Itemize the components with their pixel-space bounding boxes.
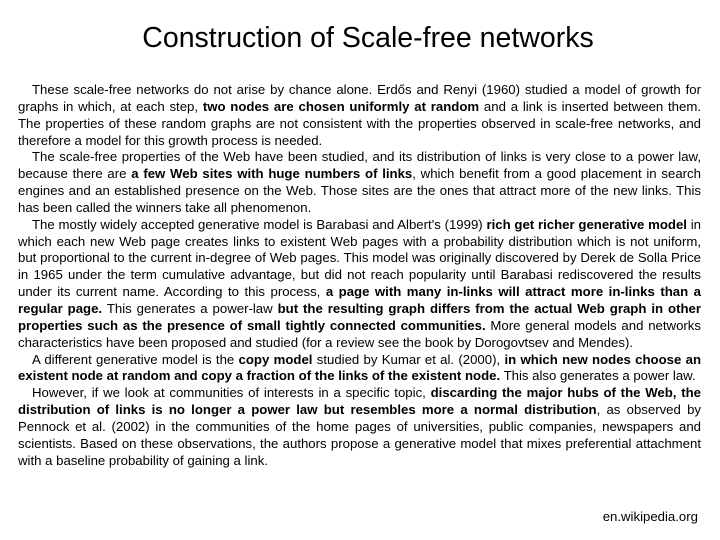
text-run: and a link is inserted between them. The properties of these random graphs are not consistent with the properties observed in scale-free networks, and therefore a model for this growth process is needed. xyxy=(18,98,701,148)
text-run: However, if we look at communities of interests in a specific topic, xyxy=(32,385,431,401)
slide-body xyxy=(18,82,701,469)
bold-text-run: copy model xyxy=(238,351,313,367)
text-run: This also generates a power law. xyxy=(500,368,696,384)
text-run: A different generative model is the xyxy=(32,351,239,367)
slide-title: Construction of Scale-free networks xyxy=(142,22,594,54)
paragraph xyxy=(18,385,701,469)
paragraph xyxy=(18,352,701,386)
text-run: These scale-free networks do not arise by chance alone. Erdős and Renyi (1960) studied a model of growth for graphs in which, at each step, xyxy=(18,82,701,114)
paragraph xyxy=(18,217,701,352)
bold-text-run: a page with many in-links will attract more in-links than a regular page. xyxy=(18,284,701,316)
paragraph xyxy=(18,149,701,216)
text-run: studied by Kumar et al. (2000), xyxy=(312,351,505,367)
bold-text-run: two nodes are chosen uniformly at random xyxy=(202,98,480,114)
text-run: The mostly widely accepted generative model is Barabasi and Albert's (1999) xyxy=(32,216,487,232)
source-credit: en.wikipedia.org xyxy=(602,509,698,524)
bold-text-run: a few Web sites with huge numbers of links xyxy=(131,166,413,182)
bold-text-run: rich get richer generative model xyxy=(486,216,687,232)
bold-text-run: in which new nodes choose an existent node at random and copy a fraction of the links of the existent node. xyxy=(18,351,702,384)
text-run: More general models and networks characteristics have been proposed and studied (for a review see the book by Dorogovtsev and Mendes). xyxy=(18,317,701,350)
bold-text-run: discarding the major hubs of the Web, the distribution of links is no longer a power law but resembles more a normal distribution xyxy=(18,385,702,418)
text-run: in which each new Web page creates links to existent Web pages with a probability distribution which is not uniform, but proportional to the current in-degree of Web pages. This model was originally discovered by Derek de Solla Price in 1965 under the term cumulative advantage, but did not reach popularity until Barabasi rediscovered the results under its current name. According to this process, xyxy=(18,216,701,300)
text-run: This generates a power-law xyxy=(102,300,278,316)
paragraph xyxy=(18,82,701,149)
text-run: The scale-free properties of the Web have been studied, and its distribution of links is very close to a power law, because there are xyxy=(18,149,701,182)
text-run: , as observed by Pennock et al. (2002) in the communities of the home pages of universities, public companies, newspapers and scientists. Based on these observations, the authors propose a generative model that mixes preferential attachment with a baseline probability of gaining a link. xyxy=(18,402,701,468)
bold-text-run: but the resulting graph differs from the actual Web graph in other properties such as the presence of small tightly connected communities. xyxy=(18,300,701,333)
text-run: , which benefit from a good placement in search engines and an established presence on the Web. Those sites are the ones that attract more of the new links. This has been called the winners take all phenomenon. xyxy=(18,166,701,215)
